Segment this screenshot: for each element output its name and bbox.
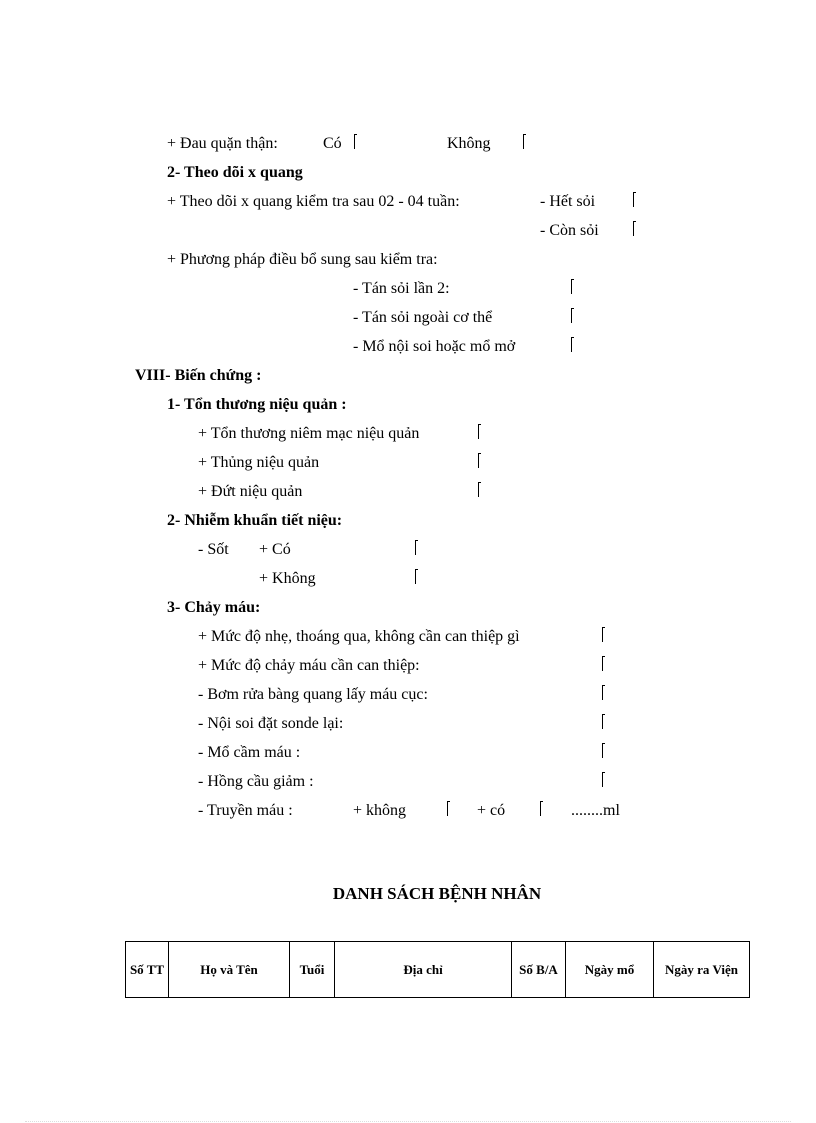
bleeding-item: - Hồng cầu giảm : (198, 773, 314, 790)
fever-label: - Sốt (198, 541, 229, 558)
renal-colic-no-label: Không (447, 135, 491, 152)
renal-colic-no-checkbox[interactable] (523, 134, 524, 149)
bleeding-item: - Nội soi đặt sonde lại: (198, 715, 344, 732)
transfusion-label: - Truyền máu : (198, 802, 293, 819)
ureter-checkbox[interactable] (478, 424, 479, 439)
transfusion-yes-checkbox[interactable] (540, 801, 541, 816)
method-checkbox[interactable] (571, 337, 572, 352)
patient-table (125, 941, 750, 998)
fever-yes-label: + Có (259, 541, 291, 558)
renal-colic-yes-label: Có (323, 135, 342, 152)
col-header-surgery-date: Ngày mổ (566, 942, 654, 998)
xray-heading: 2- Theo dõi x quang (167, 164, 303, 181)
bleeding-heading: 3- Chảy máu: (167, 599, 261, 616)
col-header-discharge-date: Ngày ra Viện (654, 942, 750, 998)
method-checkbox[interactable] (571, 308, 572, 323)
method-checkbox[interactable] (571, 279, 572, 294)
complications-heading: VIII- Biến chứng : (135, 367, 262, 384)
fever-no-checkbox[interactable] (415, 569, 416, 584)
ureter-item: + Tổn thương niêm mạc niệu quản (198, 425, 420, 442)
infection-heading: 2- Nhiễm khuẩn tiết niệu: (167, 512, 343, 529)
transfusion-no-label: + không (353, 802, 407, 819)
bleeding-checkbox[interactable] (602, 772, 603, 787)
bleeding-checkbox[interactable] (602, 627, 603, 642)
bleeding-checkbox[interactable] (602, 685, 603, 700)
method-item: - Mổ nội soi hoặc mổ mở (353, 338, 516, 355)
stone-left-label: - Còn sỏi (540, 222, 599, 239)
bleeding-checkbox[interactable] (602, 743, 603, 758)
method-item: - Tán sỏi ngoài cơ thể (353, 309, 493, 326)
page-bottom-divider (25, 1121, 791, 1122)
method-item: - Tán sỏi lần 2: (353, 280, 450, 297)
col-header-address: Địa chỉ (335, 942, 512, 998)
col-header-age: Tuổi (290, 942, 335, 998)
transfusion-no-checkbox[interactable] (447, 801, 448, 816)
stone-gone-label: - Hết sỏi (540, 193, 596, 210)
bleeding-item: - Mổ cầm máu : (198, 744, 301, 761)
bleeding-item: + Mức độ nhẹ, thoáng qua, không cần can thiệp gì (198, 628, 520, 645)
fever-yes-checkbox[interactable] (415, 540, 416, 555)
ureter-item: + Đứt niệu quản (198, 483, 303, 500)
fever-no-label: + Không (259, 570, 316, 587)
ureter-checkbox[interactable] (478, 482, 479, 497)
col-header-name: Họ và Tên (169, 942, 290, 998)
bleeding-item: - Bơm rửa bàng quang lấy máu cục: (198, 686, 428, 703)
col-header-no: Số TT (126, 942, 169, 998)
bleeding-checkbox[interactable] (602, 656, 603, 671)
ureter-injury-heading: 1- Tổn thương niệu quản : (167, 396, 347, 413)
renal-colic-yes-checkbox[interactable] (354, 134, 355, 149)
transfusion-yes-label: + có (477, 802, 506, 819)
stone-gone-checkbox[interactable] (633, 192, 634, 207)
xray-check-label: + Theo dõi x quang kiểm tra sau 02 - 04 tuần: (167, 193, 460, 210)
renal-colic-label: + Đau quặn thận: (167, 135, 278, 152)
extra-method-label: + Phương pháp điều bổ sung sau kiểm tra: (167, 251, 438, 268)
col-header-record-no: Số B/A (512, 942, 566, 998)
bleeding-checkbox[interactable] (602, 714, 603, 729)
transfusion-volume: ........ml (571, 802, 620, 819)
stone-left-checkbox[interactable] (633, 221, 634, 236)
bleeding-item: + Mức độ chảy máu cần can thiệp: (198, 657, 420, 674)
ureter-item: + Thủng niệu quản (198, 454, 320, 471)
ureter-checkbox[interactable] (478, 453, 479, 468)
patient-list-title: DANH SÁCH BỆNH NHÂN (332, 884, 542, 903)
table-header-row (126, 942, 750, 998)
